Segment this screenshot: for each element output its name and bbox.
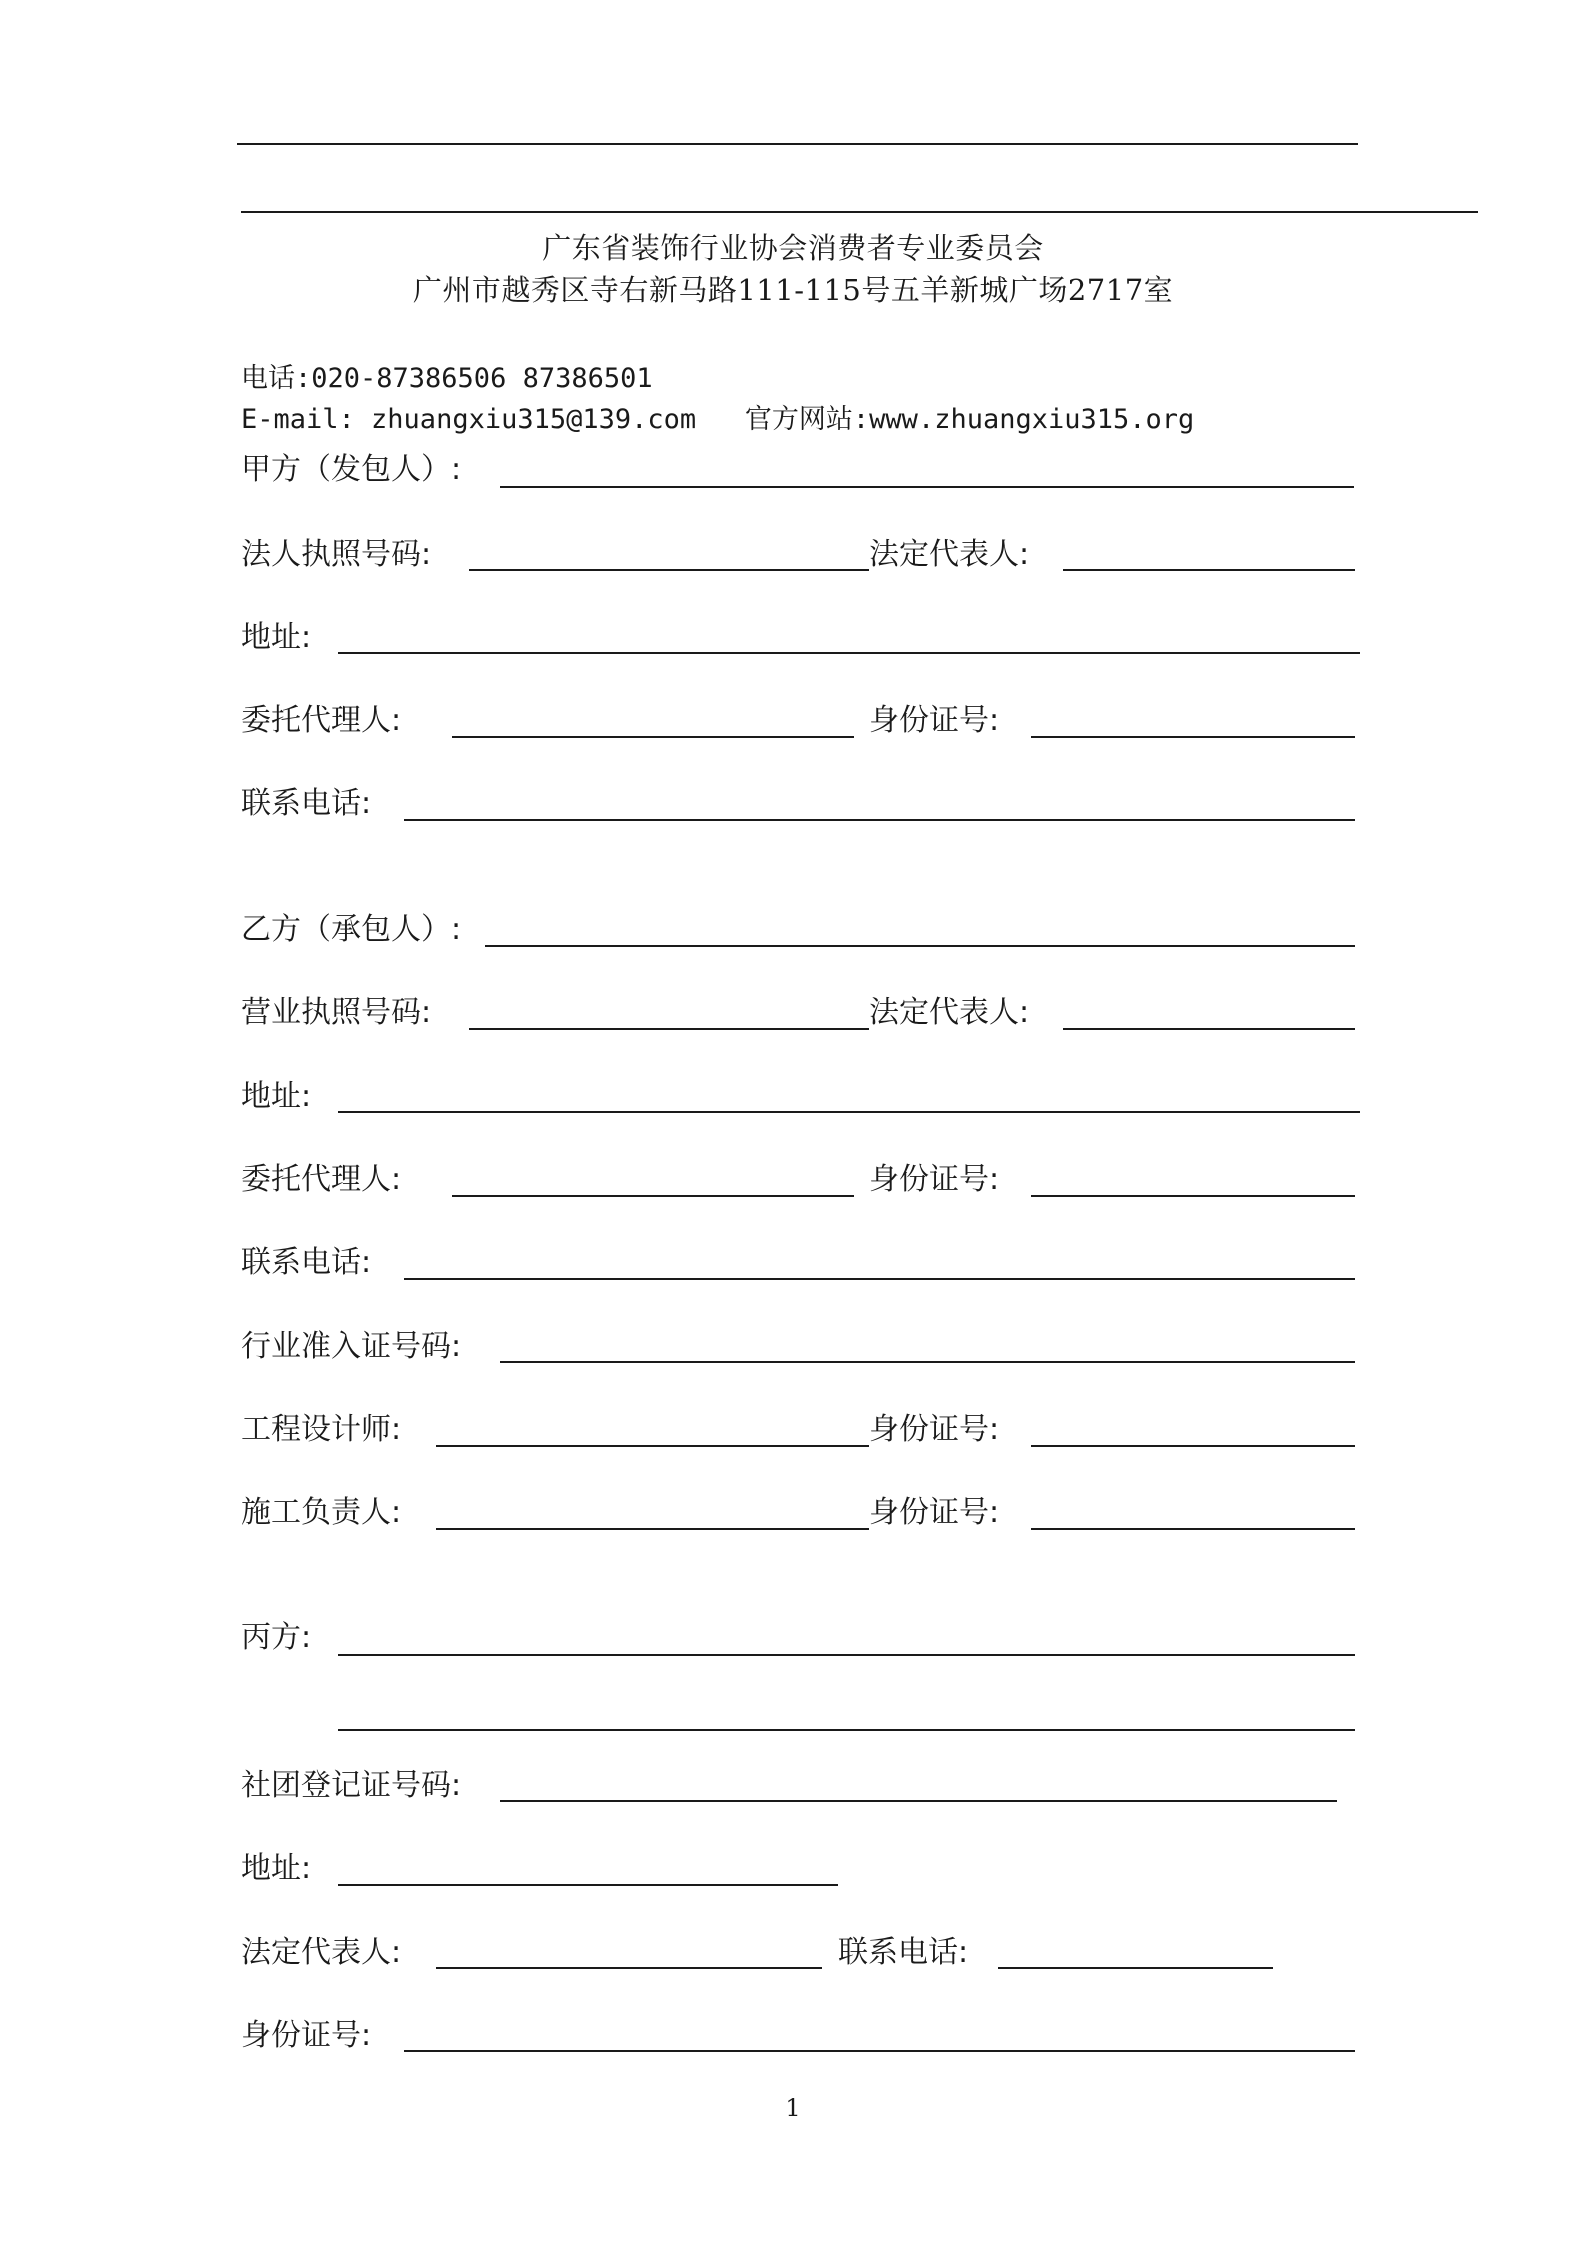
party-b-address-label: 地址: xyxy=(241,1079,312,1114)
party-b-legal-rep-field[interactable] xyxy=(1063,1028,1355,1030)
party-b-id-field[interactable] xyxy=(1031,1195,1355,1197)
org-name: 广东省装饰行业协会消费者专业委员会 xyxy=(542,231,1044,265)
party-a-agent-label: 委托代理人: xyxy=(241,703,402,738)
party-a-id-field[interactable] xyxy=(1031,736,1355,738)
party-b-id-label: 身份证号: xyxy=(869,1162,1000,1197)
party-b-manager-field[interactable] xyxy=(436,1528,869,1530)
org-address: 广州市越秀区寺右新马路111-115号五羊新城广场2717室 xyxy=(412,273,1174,307)
party-b-manager-id-field[interactable] xyxy=(1031,1528,1355,1530)
party-c-field-line1[interactable] xyxy=(338,1654,1355,1656)
party-b-phone-label: 联系电话: xyxy=(241,1245,372,1280)
party-b-industry-cert-field[interactable] xyxy=(500,1361,1355,1363)
party-c-reg-no-label: 社团登记证号码: xyxy=(241,1768,462,1803)
party-a-phone-label: 联系电话: xyxy=(241,786,372,821)
party-c-address-field[interactable] xyxy=(338,1884,838,1886)
party-b-designer-id-field[interactable] xyxy=(1031,1445,1355,1447)
party-b-field[interactable] xyxy=(485,945,1355,947)
party-a-field[interactable] xyxy=(500,486,1354,488)
party-b-address-field[interactable] xyxy=(338,1111,1360,1113)
party-c-address-label: 地址: xyxy=(241,1851,312,1886)
party-c-legal-rep-field[interactable] xyxy=(436,1967,822,1969)
header-rule-top xyxy=(237,143,1358,145)
party-b-agent-field[interactable] xyxy=(452,1195,854,1197)
party-c-field-line2[interactable] xyxy=(338,1729,1355,1731)
party-b-license-label: 营业执照号码: xyxy=(241,995,432,1030)
party-a-address-field[interactable] xyxy=(338,652,1360,654)
party-c-phone-label: 联系电话: xyxy=(838,1935,969,1970)
party-b-phone-field[interactable] xyxy=(404,1278,1355,1280)
party-b-manager-id-label: 身份证号: xyxy=(869,1495,1000,1530)
party-c-reg-no-field[interactable] xyxy=(500,1800,1337,1802)
party-a-license-field[interactable] xyxy=(469,569,869,571)
party-a-id-label: 身份证号: xyxy=(869,703,1000,738)
party-c-phone-field[interactable] xyxy=(998,1967,1273,1969)
party-a-label: 甲方（发包人）: xyxy=(241,452,462,487)
party-b-manager-label: 施工负责人: xyxy=(241,1495,402,1530)
party-a-address-label: 地址: xyxy=(241,620,312,655)
party-b-designer-field[interactable] xyxy=(436,1445,869,1447)
party-c-id-label: 身份证号: xyxy=(241,2018,372,2053)
party-a-license-label: 法人执照号码: xyxy=(241,537,432,572)
party-a-legal-rep-field[interactable] xyxy=(1063,569,1355,571)
org-phone: 电话:020-87386506 87386501 xyxy=(241,363,653,394)
party-b-industry-cert-label: 行业准入证号码: xyxy=(241,1329,462,1364)
party-b-license-field[interactable] xyxy=(469,1028,869,1030)
org-email-website: E-mail: zhuangxiu315@139.com 官方网站:www.zhuangxiu315.org xyxy=(241,404,1195,435)
party-c-legal-rep-label: 法定代表人: xyxy=(241,1935,402,1970)
header-rule-bottom xyxy=(241,211,1478,213)
party-b-label: 乙方（承包人）: xyxy=(241,912,462,947)
page-number: 1 xyxy=(785,2094,801,2122)
party-b-legal-rep-label: 法定代表人: xyxy=(869,995,1030,1030)
party-b-designer-id-label: 身份证号: xyxy=(869,1412,1000,1447)
party-b-agent-label: 委托代理人: xyxy=(241,1162,402,1197)
party-a-legal-rep-label: 法定代表人: xyxy=(869,537,1030,572)
party-a-phone-field[interactable] xyxy=(404,819,1355,821)
party-c-id-field[interactable] xyxy=(404,2050,1355,2052)
party-c-label: 丙方: xyxy=(241,1620,312,1655)
party-a-agent-field[interactable] xyxy=(452,736,854,738)
party-b-designer-label: 工程设计师: xyxy=(241,1412,402,1447)
